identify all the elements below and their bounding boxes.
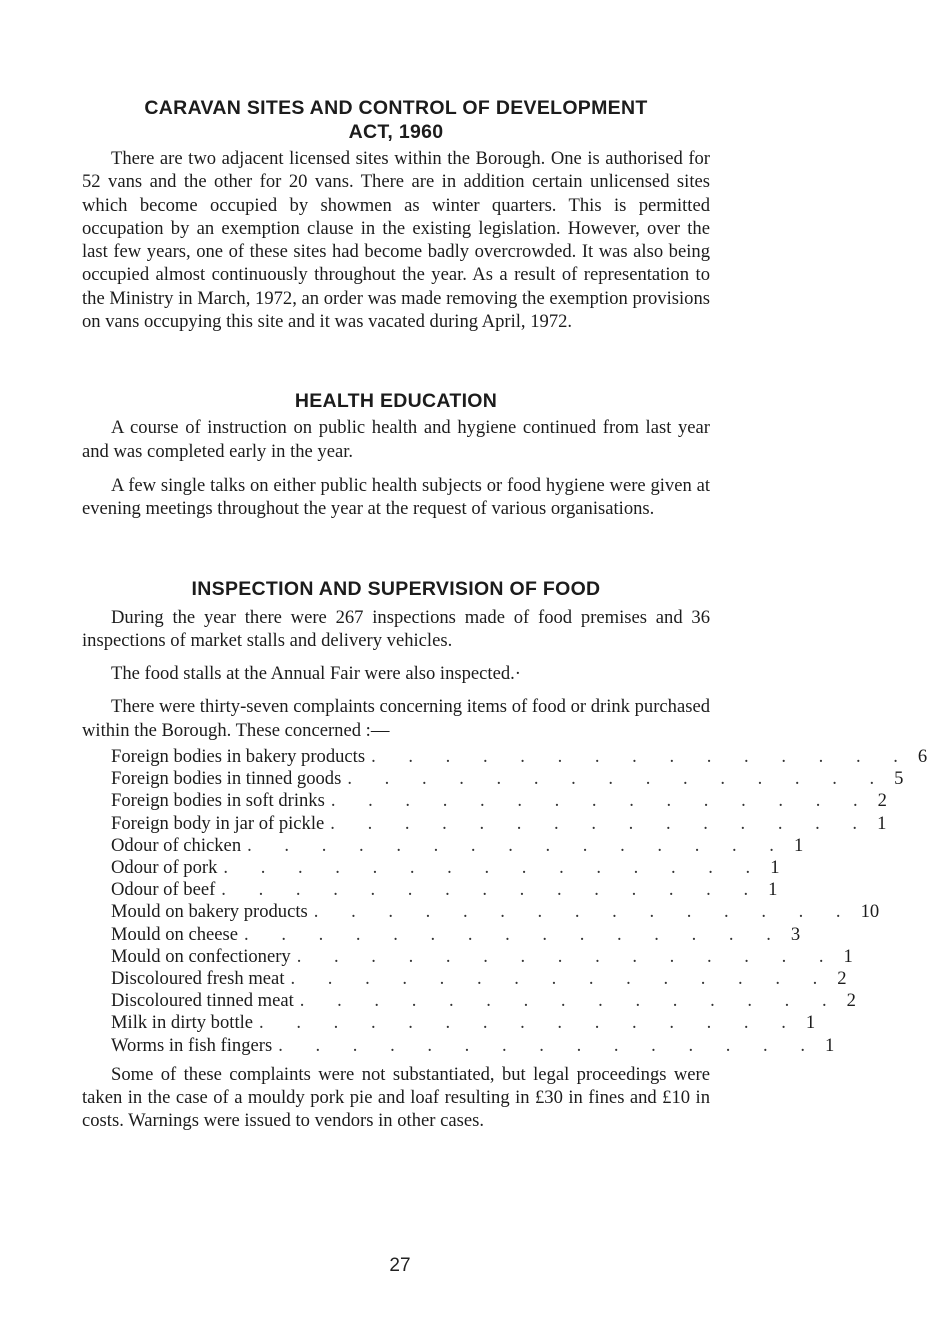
complaint-item: Foreign bodies in tinned goods	[111, 768, 342, 790]
dot-leader: . . . . . . . . . . . . . . .	[290, 968, 832, 990]
dot-leader: . . . . . . . . . . . . . . .	[330, 790, 872, 812]
complaint-count: 1	[843, 945, 853, 967]
complaint-row	[111, 834, 804, 857]
complaint-item: Mould on confectionery	[111, 945, 291, 967]
complaint-count: 1	[793, 834, 804, 856]
document-page	[82, 96, 927, 1133]
complaint-count: 1	[825, 1034, 835, 1056]
complaint-row	[111, 923, 801, 946]
food-inspection-paragraph-3: There were thirty-seven complaints concerning items of food or drink purchased within the Borough. These concerned :—	[82, 696, 710, 741]
caravan-heading-line2: ACT, 1960	[348, 121, 444, 143]
complaint-item: Discoloured fresh meat	[111, 968, 285, 990]
caravan-paragraph: There are two adjacent licensed sites within the Borough. One is authorised for 52 vans and the other for 20 vans. There are in addition certain unlicensed sites which become occupied by showmen as winter quarters. This is permitted occupation by an exemption clause in the existing legislation. However, over the last few years, one of these sites had become badly overcrowded. It was also being occupied almost continuously throughout the year. As a result of representation to the Ministry in March, 1972, an order was made removing the exemption provisions on vans occupying this site and it was vacated during April, 1972.	[82, 148, 710, 333]
complaint-row	[111, 790, 887, 812]
complaint-count: 1	[770, 857, 780, 879]
dot-leader: . . . . . . . . . . . . . . .	[313, 901, 855, 923]
food-inspection-heading: INSPECTION AND SUPERVISION OF FOOD	[191, 577, 601, 600]
complaint-item: Foreign body in jar of pickle	[111, 812, 325, 834]
complaint-row	[111, 1034, 835, 1057]
health-education-heading: HEALTH EDUCATION	[294, 390, 498, 413]
complaint-item: Mould on cheese	[111, 923, 239, 945]
complaint-item: Odour of chicken	[111, 834, 242, 856]
complaint-row	[111, 746, 927, 768]
food-inspection-paragraph-4: Some of these complaints were not substantiated, but legal proceedings were taken in the case of a mouldy pork pie and loaf resulting in £30 in fines and £10 in costs. Warnings were issued to vendors in other cases.	[82, 1063, 710, 1132]
complaint-item: Milk in dirty bottle	[111, 1012, 254, 1034]
complaint-row	[111, 879, 778, 901]
complaint-count: 2	[846, 990, 856, 1012]
dot-leader: . . . . . . . . . . . . . . .	[278, 1034, 819, 1056]
complaint-row	[111, 901, 880, 923]
dot-leader: . . . . . . . . . . . . . . .	[299, 990, 841, 1012]
dot-leader: . . . . . . . . . . . . . . .	[259, 1012, 800, 1034]
complaint-row	[111, 812, 887, 835]
complaint-count: 1	[877, 812, 887, 834]
food-inspection-paragraph-2: The food stalls at the Annual Fair were also inspected.·	[111, 663, 521, 685]
dot-leader: . . . . . . . . . . . . . . .	[371, 746, 912, 768]
caravan-sites-section	[82, 96, 710, 333]
health-education-section	[82, 389, 710, 520]
complaint-row	[111, 768, 904, 790]
complaint-item: Mould on bakery products	[111, 901, 308, 923]
food-inspection-paragraph-1: During the year there were 267 inspections made of food premises and 36 inspections of market stalls and delivery vehicles.	[82, 606, 710, 651]
caravan-heading-line1: CARAVAN SITES AND CONTROL OF DEVELOPMENT	[144, 97, 648, 119]
complaint-count: 2	[837, 968, 847, 990]
complaints-list	[82, 746, 927, 1057]
dot-leader: . . . . . . . . . . . . . . .	[247, 834, 788, 856]
complaint-row	[111, 857, 780, 879]
complaint-count: 6	[917, 746, 927, 768]
dot-leader: . . . . . . . . . . . . . . .	[296, 945, 838, 967]
caravan-sites-heading	[82, 96, 710, 144]
complaint-row	[111, 1012, 816, 1034]
dot-leader: . . . . . . . . . . . . . . .	[244, 923, 785, 945]
complaint-count: 10	[860, 901, 880, 923]
complaint-item: Odour of pork	[111, 857, 218, 879]
complaint-count: 5	[894, 768, 904, 790]
dot-leader: . . . . . . . . . . . . . . .	[330, 812, 872, 834]
food-inspection-section	[82, 577, 927, 1133]
complaint-item: Odour of beef	[111, 879, 216, 901]
dot-leader: . . . . . . . . . . . . . . .	[221, 879, 763, 901]
complaint-item: Discoloured tinned meat	[111, 990, 294, 1012]
complaint-item: Worms in fish fingers	[111, 1034, 273, 1056]
health-education-paragraph-2: A few single talks on either public health subjects or food hygiene were given at evening meetings throughout the year at the request of various organisations.	[82, 474, 710, 520]
complaint-row	[111, 968, 847, 990]
health-education-paragraph-1: A course of instruction on public health and hygiene continued from last year and was completed early in the year.	[82, 417, 710, 462]
complaint-count: 2	[877, 790, 887, 812]
complaint-count: 3	[790, 923, 801, 945]
complaint-count: 1	[768, 879, 778, 901]
dot-leader: . . . . . . . . . . . . . . .	[223, 857, 765, 879]
complaint-item: Foreign bodies in bakery products	[111, 746, 366, 768]
dot-leader: . . . . . . . . . . . . . . .	[347, 768, 889, 790]
page-number: 27	[389, 1255, 411, 1276]
complaint-row	[111, 990, 856, 1012]
complaint-row	[111, 945, 853, 968]
complaint-count: 1	[805, 1012, 816, 1034]
complaint-item: Foreign bodies in soft drinks	[111, 790, 325, 812]
